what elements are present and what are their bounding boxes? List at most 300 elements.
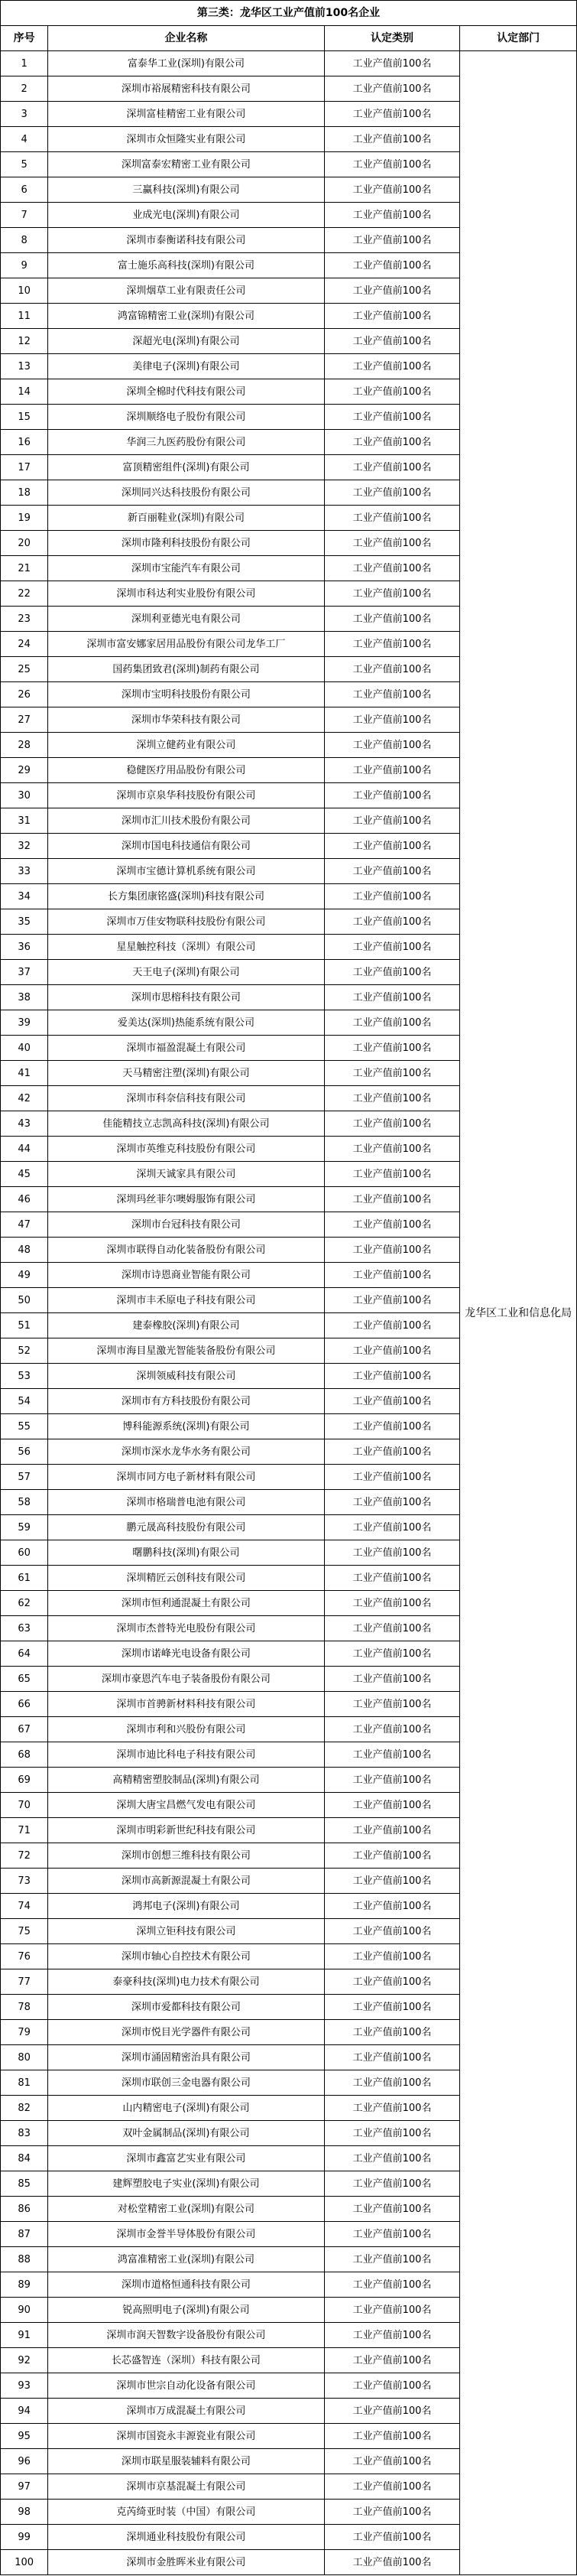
company-name: 富士施乐高科技(深圳)有限公司	[48, 253, 324, 278]
category-cell: 工业产值前100名	[324, 607, 460, 632]
company-name: 深圳精匠云创科技有限公司	[48, 1566, 324, 1591]
company-name: 深圳市科达利实业股份有限公司	[48, 581, 324, 607]
row-number: 68	[1, 1742, 48, 1768]
category-cell: 工业产值前100名	[324, 2348, 460, 2373]
category-cell: 工业产值前100名	[324, 1591, 460, 1616]
company-name: 深圳市金胜晖米业有限公司	[48, 2550, 324, 2575]
category-cell: 工业产值前100名	[324, 1212, 460, 1238]
company-name: 对松堂精密工业(深圳)有限公司	[48, 2197, 324, 2222]
company-name: 深圳市联星服装辅料有限公司	[48, 2449, 324, 2474]
company-name: 建辉塑胶电子实业(深圳)有限公司	[48, 2171, 324, 2197]
row-number: 58	[1, 1490, 48, 1515]
row-number: 3	[1, 102, 48, 127]
row-number: 23	[1, 607, 48, 632]
category-cell: 工业产值前100名	[324, 1338, 460, 1364]
company-name: 天马精密注塑(深圳)有限公司	[48, 1061, 324, 1086]
company-name: 鸿富准精密工业(深圳)有限公司	[48, 2247, 324, 2272]
company-name: 深圳市迪比科电子科技有限公司	[48, 1742, 324, 1768]
category-cell: 工业产值前100名	[324, 127, 460, 152]
row-number: 55	[1, 1414, 48, 1439]
company-name: 锐高照明电子(深圳)有限公司	[48, 2298, 324, 2323]
company-name: 深圳市科奈信科技有限公司	[48, 1086, 324, 1111]
row-number: 84	[1, 2146, 48, 2171]
company-name: 深圳天诚家具有限公司	[48, 1162, 324, 1187]
category-cell: 工业产值前100名	[324, 2424, 460, 2449]
category-cell: 工业产值前100名	[324, 707, 460, 733]
row-number: 82	[1, 2096, 48, 2121]
company-name: 深圳富桂精密工业有限公司	[48, 102, 324, 127]
company-name: 深圳市联得自动化装备股份有限公司	[48, 1238, 324, 1263]
category-cell: 工业产值前100名	[324, 985, 460, 1010]
category-cell: 工业产值前100名	[324, 632, 460, 657]
row-number: 46	[1, 1187, 48, 1212]
company-name: 深圳市创想三维科技有限公司	[48, 1843, 324, 1869]
row-number: 44	[1, 1137, 48, 1162]
company-name: 深圳市宝德计算机系统有限公司	[48, 859, 324, 884]
row-number: 40	[1, 1036, 48, 1061]
category-cell: 工业产值前100名	[324, 2323, 460, 2348]
category-cell: 工业产值前100名	[324, 329, 460, 354]
company-name: 深圳市明彩新世纪科技有限公司	[48, 1818, 324, 1843]
department-cell: 龙华区工业和信息化局	[460, 51, 577, 2575]
row-number: 88	[1, 2247, 48, 2272]
company-name: 深圳市海目星激光智能装备股份有限公司	[48, 1338, 324, 1364]
row-number: 74	[1, 1894, 48, 1919]
category-cell: 工业产值前100名	[324, 1540, 460, 1566]
header-category: 认定类别	[324, 26, 460, 51]
row-number: 71	[1, 1818, 48, 1843]
company-name: 深圳市高新源混凝土有限公司	[48, 1869, 324, 1894]
category-cell: 工业产值前100名	[324, 152, 460, 177]
row-number: 4	[1, 127, 48, 152]
category-cell: 工业产值前100名	[324, 379, 460, 405]
row-number: 18	[1, 480, 48, 506]
company-name: 深圳全棉时代科技有限公司	[48, 379, 324, 405]
category-cell: 工业产值前100名	[324, 2373, 460, 2399]
row-number: 5	[1, 152, 48, 177]
row-number: 62	[1, 1591, 48, 1616]
row-number: 57	[1, 1465, 48, 1490]
row-number: 17	[1, 455, 48, 480]
category-cell: 工业产值前100名	[324, 76, 460, 102]
header-department: 认定部门	[460, 26, 577, 51]
company-name: 深圳市豪恩汽车电子装备股份有限公司	[48, 1667, 324, 1692]
company-name: 曙鹏科技(深圳)有限公司	[48, 1540, 324, 1566]
category-cell: 工业产值前100名	[324, 556, 460, 581]
company-name: 深圳市富安娜家居用品股份有限公司龙华工厂	[48, 632, 324, 657]
category-cell: 工业产值前100名	[324, 808, 460, 834]
row-number: 50	[1, 1288, 48, 1313]
category-cell: 工业产值前100名	[324, 1111, 460, 1137]
category-cell: 工业产值前100名	[324, 2474, 460, 2500]
category-cell: 工业产值前100名	[324, 2171, 460, 2197]
row-number: 65	[1, 1667, 48, 1692]
company-name: 深圳市诺峰光电设备有限公司	[48, 1641, 324, 1667]
category-cell: 工业产值前100名	[324, 1692, 460, 1717]
company-name: 深圳市隆利科技股份有限公司	[48, 531, 324, 556]
category-cell: 工业产值前100名	[324, 1616, 460, 1641]
row-number: 32	[1, 834, 48, 859]
row-number: 10	[1, 278, 48, 304]
row-number: 54	[1, 1389, 48, 1414]
category-cell: 工业产值前100名	[324, 2247, 460, 2272]
category-cell: 工业产值前100名	[324, 1364, 460, 1389]
table-title: 第三类：龙华区工业产值前100名企业	[1, 1, 577, 26]
company-name: 深圳市诗恩商业智能有限公司	[48, 1263, 324, 1288]
category-cell: 工业产值前100名	[324, 2500, 460, 2525]
company-name: 深圳烟草工业有限责任公司	[48, 278, 324, 304]
company-name: 稳健医疗用品股份有限公司	[48, 758, 324, 783]
row-number: 98	[1, 2500, 48, 2525]
row-number: 94	[1, 2399, 48, 2424]
category-cell: 工业产值前100名	[324, 1869, 460, 1894]
row-number: 67	[1, 1717, 48, 1742]
category-cell: 工业产值前100名	[324, 2045, 460, 2070]
row-number: 39	[1, 1010, 48, 1036]
company-name: 深圳市深水龙华水务有限公司	[48, 1439, 324, 1465]
row-number: 15	[1, 405, 48, 430]
category-cell: 工业产值前100名	[324, 1919, 460, 1944]
row-number: 87	[1, 2222, 48, 2247]
category-cell: 工业产值前100名	[324, 1995, 460, 2020]
category-cell: 工业产值前100名	[324, 2298, 460, 2323]
company-name: 深圳市英维克科技股份有限公司	[48, 1137, 324, 1162]
row-number: 99	[1, 2525, 48, 2550]
company-name: 深圳通业科技股份有限公司	[48, 2525, 324, 2550]
category-cell: 工业产值前100名	[324, 1187, 460, 1212]
category-cell: 工业产值前100名	[324, 2550, 460, 2575]
company-name: 深圳市丰禾原电子科技有限公司	[48, 1288, 324, 1313]
category-cell: 工业产值前100名	[324, 2525, 460, 2550]
company-name: 深圳市万成混凝土有限公司	[48, 2399, 324, 2424]
row-number: 79	[1, 2020, 48, 2045]
category-cell: 工业产值前100名	[324, 1894, 460, 1919]
company-name: 深圳市涌固精密治具有限公司	[48, 2045, 324, 2070]
category-cell: 工业产值前100名	[324, 2096, 460, 2121]
category-cell: 工业产值前100名	[324, 506, 460, 531]
company-name: 深圳市润天智数字设备股份有限公司	[48, 2323, 324, 2348]
table-row	[1, 51, 577, 76]
row-number: 19	[1, 506, 48, 531]
company-name: 深圳大唐宝昌燃气发电有限公司	[48, 1793, 324, 1818]
company-name: 鸿邦电子(深圳)有限公司	[48, 1894, 324, 1919]
row-number: 33	[1, 859, 48, 884]
company-name: 富顶精密组件(深圳)有限公司	[48, 455, 324, 480]
category-cell: 工业产值前100名	[324, 859, 460, 884]
category-cell: 工业产值前100名	[324, 1238, 460, 1263]
category-cell: 工业产值前100名	[324, 1439, 460, 1465]
row-number: 86	[1, 2197, 48, 2222]
row-number: 42	[1, 1086, 48, 1111]
category-cell: 工业产值前100名	[324, 1414, 460, 1439]
company-name: 深圳市轴心自控技术有限公司	[48, 1944, 324, 1969]
category-cell: 工业产值前100名	[324, 682, 460, 707]
row-number: 27	[1, 707, 48, 733]
row-number: 1	[1, 51, 48, 76]
category-cell: 工业产值前100名	[324, 2197, 460, 2222]
row-number: 53	[1, 1364, 48, 1389]
company-name: 深圳市同方电子新材料有限公司	[48, 1465, 324, 1490]
category-cell: 工业产值前100名	[324, 1843, 460, 1869]
category-cell: 工业产值前100名	[324, 935, 460, 960]
company-name: 深圳市杰普特光电股份有限公司	[48, 1616, 324, 1641]
category-cell: 工业产值前100名	[324, 1717, 460, 1742]
row-number: 8	[1, 228, 48, 253]
row-number: 45	[1, 1162, 48, 1187]
category-cell: 工业产值前100名	[324, 1641, 460, 1667]
category-cell: 工业产值前100名	[324, 51, 460, 76]
company-name: 深超光电(深圳)有限公司	[48, 329, 324, 354]
category-cell: 工业产值前100名	[324, 1036, 460, 1061]
row-number: 72	[1, 1843, 48, 1869]
row-number: 80	[1, 2045, 48, 2070]
row-number: 70	[1, 1793, 48, 1818]
row-number: 26	[1, 682, 48, 707]
category-cell: 工业产值前100名	[324, 203, 460, 228]
category-cell: 工业产值前100名	[324, 2020, 460, 2045]
company-name: 深圳市裕展精密科技有限公司	[48, 76, 324, 102]
category-cell: 工业产值前100名	[324, 1137, 460, 1162]
row-number: 77	[1, 1969, 48, 1995]
category-cell: 工业产值前100名	[324, 531, 460, 556]
header-name: 企业名称	[48, 26, 324, 51]
company-name: 深圳市宝能汽车有限公司	[48, 556, 324, 581]
company-name: 深圳市国瓷永丰源瓷业有限公司	[48, 2424, 324, 2449]
category-cell: 工业产值前100名	[324, 2070, 460, 2096]
row-number: 41	[1, 1061, 48, 1086]
category-cell: 工业产值前100名	[324, 1566, 460, 1591]
company-name: 深圳市利和兴股份有限公司	[48, 1717, 324, 1742]
row-number: 16	[1, 430, 48, 455]
company-name: 深圳同兴达科技股份有限公司	[48, 480, 324, 506]
company-name: 深圳领威科技有限公司	[48, 1364, 324, 1389]
category-cell: 工业产值前100名	[324, 1061, 460, 1086]
company-name: 深圳市首骋新材料科技有限公司	[48, 1692, 324, 1717]
category-cell: 工业产值前100名	[324, 733, 460, 758]
row-number: 51	[1, 1313, 48, 1338]
category-cell: 工业产值前100名	[324, 2146, 460, 2171]
category-cell: 工业产值前100名	[324, 354, 460, 379]
company-name: 双叶金属制品(深圳)有限公司	[48, 2121, 324, 2146]
category-cell: 工业产值前100名	[324, 1969, 460, 1995]
row-number: 31	[1, 808, 48, 834]
company-name: 深圳市爱都科技有限公司	[48, 1995, 324, 2020]
company-name: 深圳顺络电子股份有限公司	[48, 405, 324, 430]
company-name: 博科能源系统(深圳)有限公司	[48, 1414, 324, 1439]
company-name: 深圳市万佳安物联科技股份有限公司	[48, 909, 324, 935]
company-name: 天王电子(深圳)有限公司	[48, 960, 324, 985]
category-cell: 工业产值前100名	[324, 1793, 460, 1818]
category-cell: 工业产值前100名	[324, 480, 460, 506]
company-name: 长芯盛智连（深圳）科技有限公司	[48, 2348, 324, 2373]
row-number: 34	[1, 884, 48, 909]
row-number: 60	[1, 1540, 48, 1566]
row-number: 100	[1, 2550, 48, 2575]
company-name: 星星触控科技（深圳）有限公司	[48, 935, 324, 960]
row-number: 36	[1, 935, 48, 960]
row-number: 43	[1, 1111, 48, 1137]
category-cell: 工业产值前100名	[324, 177, 460, 203]
row-number: 7	[1, 203, 48, 228]
category-cell: 工业产值前100名	[324, 783, 460, 808]
company-name: 新百丽鞋业(深圳)有限公司	[48, 506, 324, 531]
category-cell: 工业产值前100名	[324, 2272, 460, 2298]
category-cell: 工业产值前100名	[324, 1768, 460, 1793]
company-name: 深圳立钜科技有限公司	[48, 1919, 324, 1944]
company-name: 深圳市恒利通混凝土有限公司	[48, 1591, 324, 1616]
row-number: 95	[1, 2424, 48, 2449]
row-number: 11	[1, 304, 48, 329]
company-name: 克芮绮亚时装（中国）有限公司	[48, 2500, 324, 2525]
company-name: 建泰橡胶(深圳)有限公司	[48, 1313, 324, 1338]
row-number: 61	[1, 1566, 48, 1591]
category-cell: 工业产值前100名	[324, 1162, 460, 1187]
category-cell: 工业产值前100名	[324, 2121, 460, 2146]
company-name: 爱美达(深圳)热能系统有限公司	[48, 1010, 324, 1036]
row-number: 47	[1, 1212, 48, 1238]
row-number: 25	[1, 657, 48, 682]
row-number: 38	[1, 985, 48, 1010]
company-name: 深圳市泰衡诺科技有限公司	[48, 228, 324, 253]
category-cell: 工业产值前100名	[324, 1086, 460, 1111]
row-number: 13	[1, 354, 48, 379]
row-number: 93	[1, 2373, 48, 2399]
company-name: 鹏元晟高科技股份有限公司	[48, 1515, 324, 1540]
company-name: 深圳市台冠科技有限公司	[48, 1212, 324, 1238]
category-cell: 工业产值前100名	[324, 758, 460, 783]
category-cell: 工业产值前100名	[324, 960, 460, 985]
row-number: 14	[1, 379, 48, 405]
row-number: 9	[1, 253, 48, 278]
row-number: 90	[1, 2298, 48, 2323]
company-name: 深圳市悦目光学器件有限公司	[48, 2020, 324, 2045]
company-name: 泰豪科技(深圳)电力技术有限公司	[48, 1969, 324, 1995]
company-name: 深圳市京泉华科技股份有限公司	[48, 783, 324, 808]
category-cell: 工业产值前100名	[324, 1818, 460, 1843]
row-number: 20	[1, 531, 48, 556]
category-cell: 工业产值前100名	[324, 1263, 460, 1288]
row-number: 29	[1, 758, 48, 783]
company-name: 高精精密塑胶制品(深圳)有限公司	[48, 1768, 324, 1793]
category-cell: 工业产值前100名	[324, 1313, 460, 1338]
row-number: 91	[1, 2323, 48, 2348]
category-cell: 工业产值前100名	[324, 405, 460, 430]
category-cell: 工业产值前100名	[324, 834, 460, 859]
category-cell: 工业产值前100名	[324, 253, 460, 278]
category-cell: 工业产值前100名	[324, 278, 460, 304]
row-number: 6	[1, 177, 48, 203]
category-cell: 工业产值前100名	[324, 430, 460, 455]
company-name: 深圳市宝明科技股份有限公司	[48, 682, 324, 707]
company-name: 业成光电(深圳)有限公司	[48, 203, 324, 228]
company-name: 深圳市思榕科技有限公司	[48, 985, 324, 1010]
category-cell: 工业产值前100名	[324, 2222, 460, 2247]
row-number: 85	[1, 2171, 48, 2197]
row-number: 66	[1, 1692, 48, 1717]
company-name: 深圳市汇川技术股份有限公司	[48, 808, 324, 834]
company-name: 国药集团致君(深圳)制药有限公司	[48, 657, 324, 682]
company-name: 深圳立健药业有限公司	[48, 733, 324, 758]
company-name: 深圳市京基混凝土有限公司	[48, 2474, 324, 2500]
company-name: 深圳市金誉半导体股份有限公司	[48, 2222, 324, 2247]
category-cell: 工业产值前100名	[324, 455, 460, 480]
category-cell: 工业产值前100名	[324, 2399, 460, 2424]
row-number: 92	[1, 2348, 48, 2373]
category-cell: 工业产值前100名	[324, 581, 460, 607]
category-cell: 工业产值前100名	[324, 1389, 460, 1414]
row-number: 52	[1, 1338, 48, 1364]
company-name: 深圳市世宗自动化设备有限公司	[48, 2373, 324, 2399]
company-name: 美律电子(深圳)有限公司	[48, 354, 324, 379]
category-cell: 工业产值前100名	[324, 657, 460, 682]
title-row	[1, 1, 577, 26]
row-number: 69	[1, 1768, 48, 1793]
header-row	[1, 26, 577, 51]
row-number: 59	[1, 1515, 48, 1540]
category-cell: 工业产值前100名	[324, 1490, 460, 1515]
row-number: 64	[1, 1641, 48, 1667]
row-number: 49	[1, 1263, 48, 1288]
category-cell: 工业产值前100名	[324, 1465, 460, 1490]
category-cell: 工业产值前100名	[324, 228, 460, 253]
row-number: 75	[1, 1919, 48, 1944]
company-name: 深圳市格瑞普电池有限公司	[48, 1490, 324, 1515]
company-name: 深圳利亚德光电有限公司	[48, 607, 324, 632]
category-cell: 工业产值前100名	[324, 884, 460, 909]
company-name: 深圳市国电科技通信有限公司	[48, 834, 324, 859]
company-name: 鸿富锦精密工业(深圳)有限公司	[48, 304, 324, 329]
category-cell: 工业产值前100名	[324, 1515, 460, 1540]
row-number: 24	[1, 632, 48, 657]
company-name: 三赢科技(深圳)有限公司	[48, 177, 324, 203]
row-number: 12	[1, 329, 48, 354]
company-name: 华润三九医药股份有限公司	[48, 430, 324, 455]
category-cell: 工业产值前100名	[324, 2449, 460, 2474]
category-cell: 工业产值前100名	[324, 1944, 460, 1969]
company-name: 深圳市华荣科技有限公司	[48, 707, 324, 733]
row-number: 81	[1, 2070, 48, 2096]
row-number: 21	[1, 556, 48, 581]
company-name: 富泰华工业(深圳)有限公司	[48, 51, 324, 76]
row-number: 89	[1, 2272, 48, 2298]
category-cell: 工业产值前100名	[324, 1288, 460, 1313]
row-number: 37	[1, 960, 48, 985]
category-cell: 工业产值前100名	[324, 1667, 460, 1692]
company-name: 山内精密电子(深圳)有限公司	[48, 2096, 324, 2121]
row-number: 48	[1, 1238, 48, 1263]
company-name: 深圳市联创三金电器有限公司	[48, 2070, 324, 2096]
company-name: 佳能精技立志凯高科技(深圳)有限公司	[48, 1111, 324, 1137]
category-cell: 工业产值前100名	[324, 304, 460, 329]
company-name: 深圳市有方科技股份有限公司	[48, 1389, 324, 1414]
company-name: 深圳富泰宏精密工业有限公司	[48, 152, 324, 177]
row-number: 2	[1, 76, 48, 102]
company-name: 深圳市鑫富艺实业有限公司	[48, 2146, 324, 2171]
category-cell: 工业产值前100名	[324, 909, 460, 935]
row-number: 97	[1, 2474, 48, 2500]
row-number: 30	[1, 783, 48, 808]
row-number: 83	[1, 2121, 48, 2146]
company-name: 深圳玛丝菲尔噢姆服饰有限公司	[48, 1187, 324, 1212]
row-number: 73	[1, 1869, 48, 1894]
row-number: 63	[1, 1616, 48, 1641]
row-number: 96	[1, 2449, 48, 2474]
row-number: 35	[1, 909, 48, 935]
category-cell: 工业产值前100名	[324, 102, 460, 127]
company-name: 深圳市福盈混凝土有限公司	[48, 1036, 324, 1061]
category-cell: 工业产值前100名	[324, 1742, 460, 1768]
company-name: 深圳市众恒隆实业有限公司	[48, 127, 324, 152]
